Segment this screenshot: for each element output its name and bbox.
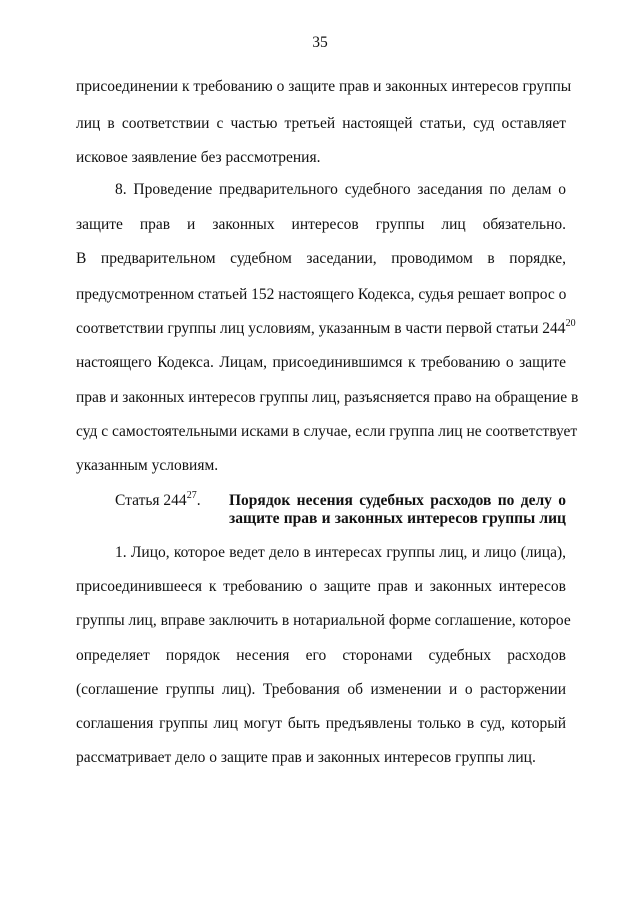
paragraph-line: защите прав и законных интересов группы лиц обязательно. (76, 216, 566, 233)
paragraph-line: присоединившееся к требованию о защите прав и законных интересов (76, 578, 566, 595)
paragraph-line: исковое заявление без рассмотрения. (76, 149, 321, 166)
article-title-line: Порядок несения судебных расходов по делу о (229, 492, 566, 509)
paragraph-line: (соглашение группы лиц). Требования об изменении и о расторжении (76, 681, 566, 698)
paragraph-line: В предварительном судебном заседании, проводимом в порядке, (76, 250, 566, 267)
paragraph-line: группы лиц, вправе заключить в нотариальной форме соглашение, которое (76, 612, 571, 629)
article-label-text: Статья 244 (115, 492, 187, 509)
paragraph-line: прав и законных интересов группы лиц, разъясняется право на обращение в (76, 389, 579, 406)
paragraph-line: соглашения группы лиц могут быть предъявлены только в суд, который (76, 715, 566, 732)
article-title-line: защите прав и законных интересов группы лиц (229, 510, 566, 527)
paragraph-line: суд с самостоятельными исками в случае, если группа лиц не соответствует (76, 423, 578, 440)
paragraph-line: определяет порядок несения его сторонами судебных расходов (76, 647, 566, 664)
paragraph-line-text: соответствии группы лиц условиям, указанным в части первой статьи 244 (76, 320, 566, 337)
article-label-suffix: . (196, 492, 201, 509)
paragraph-line: 1. Лицо, которое ведет дело в интересах группы лиц, и лицо (лица), (115, 544, 566, 561)
article-ref-superscript: 20 (565, 317, 576, 329)
page-number: 35 (312, 34, 328, 51)
paragraph-line: лиц в соответствии с частью третьей настоящей статьи, суд оставляет (76, 115, 566, 132)
paragraph-line: настоящего Кодекса. Лицам, присоединившимся к требованию о защите (76, 354, 566, 371)
paragraph-line: 8. Проведение предварительного судебного заседания по делам о (115, 181, 566, 198)
paragraph-line: указанным условиям. (76, 457, 219, 474)
paragraph-line: рассматривает дело о защите прав и законных интересов группы лиц. (76, 749, 536, 766)
paragraph-line: предусмотренном статьей 152 настоящего Кодекса, судья решает вопрос о (76, 286, 567, 303)
paragraph-line: присоединении к требованию о защите прав и законных интересов группы (76, 78, 572, 95)
article-label (115, 491, 201, 511)
paragraph-line-with-reference (76, 317, 576, 339)
article-label-superscript: 27 (186, 489, 197, 501)
